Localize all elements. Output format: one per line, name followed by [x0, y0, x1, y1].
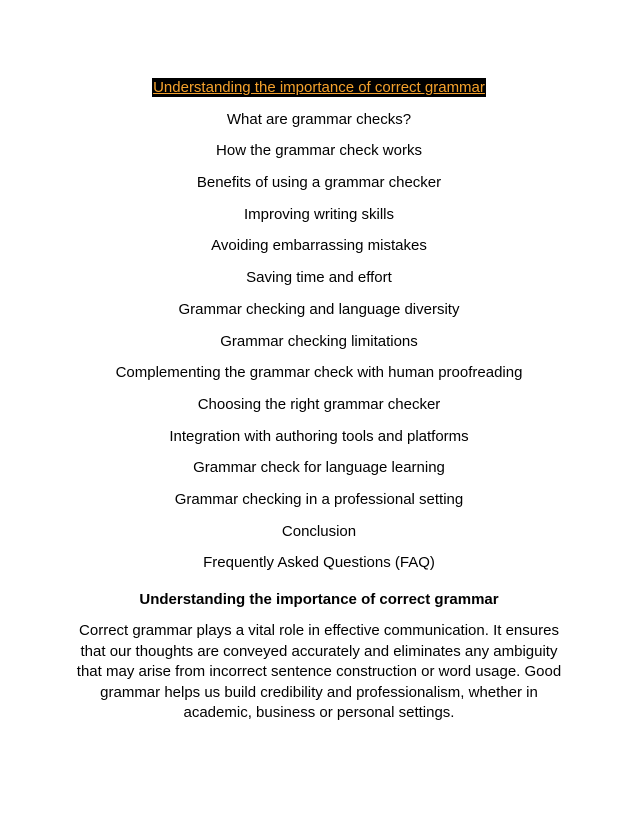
toc-item-label: Improving writing skills — [243, 205, 395, 223]
toc-item-limitations — [0, 326, 638, 358]
toc-item-label: What are grammar checks? — [226, 110, 412, 128]
toc-item-integration — [0, 421, 638, 453]
toc-item-label: Grammar checking in a professional setting — [174, 490, 464, 508]
toc-item-label: Saving time and effort — [246, 269, 392, 287]
section-body-paragraph: Correct grammar plays a vital role in effective communication. It ensures that our thoughts are conveyed accurately and eliminates any ambiguity that may arise from incorrect sentence construction or word usage. Good grammar helps us build credibility and professionalism, whether in academic, business or personal settings. — [76, 622, 562, 721]
toc-item-correct-grammar[interactable] — [0, 72, 638, 104]
toc-item-how-it-works — [0, 135, 638, 167]
toc-item-label: Integration with authoring tools and platforms — [169, 427, 469, 445]
toc-link-correct-grammar[interactable]: Understanding the importance of correct grammar — [153, 79, 485, 96]
toc-item-label: Choosing the right grammar checker — [197, 395, 441, 413]
toc-item-label: Grammar check for language learning — [193, 459, 445, 477]
toc-item-language-learning — [0, 452, 638, 484]
toc-item-choosing-checker — [0, 389, 638, 421]
section-heading: Understanding the importance of correct grammar — [139, 591, 499, 608]
toc-item-label: Benefits of using a grammar checker — [196, 174, 442, 192]
toc-item-avoiding-mistakes — [0, 230, 638, 262]
toc-item-label: Grammar checking and language diversity — [178, 300, 460, 318]
toc-item-label: Frequently Asked Questions (FAQ) — [203, 554, 435, 572]
toc-item-label: How the grammar check works — [216, 142, 422, 160]
toc-item-saving-time — [0, 262, 638, 294]
toc-item-what-are-checks — [0, 104, 638, 136]
toc-item-faq — [0, 547, 638, 579]
toc-item-label: Conclusion — [281, 522, 357, 540]
toc-item-conclusion — [0, 516, 638, 548]
toc-item-human-proofreading — [0, 357, 638, 389]
toc-item-improving-skills — [0, 199, 638, 231]
toc-item-label: Complementing the grammar check with human proofreading — [115, 364, 523, 382]
toc-item-language-diversity — [0, 294, 638, 326]
toc-item-benefits — [0, 167, 638, 199]
toc-item-professional-setting — [0, 484, 638, 516]
table-of-contents — [0, 72, 638, 579]
toc-item-label: Grammar checking limitations — [220, 332, 418, 350]
toc-item-label: Avoiding embarrassing mistakes — [211, 237, 427, 255]
